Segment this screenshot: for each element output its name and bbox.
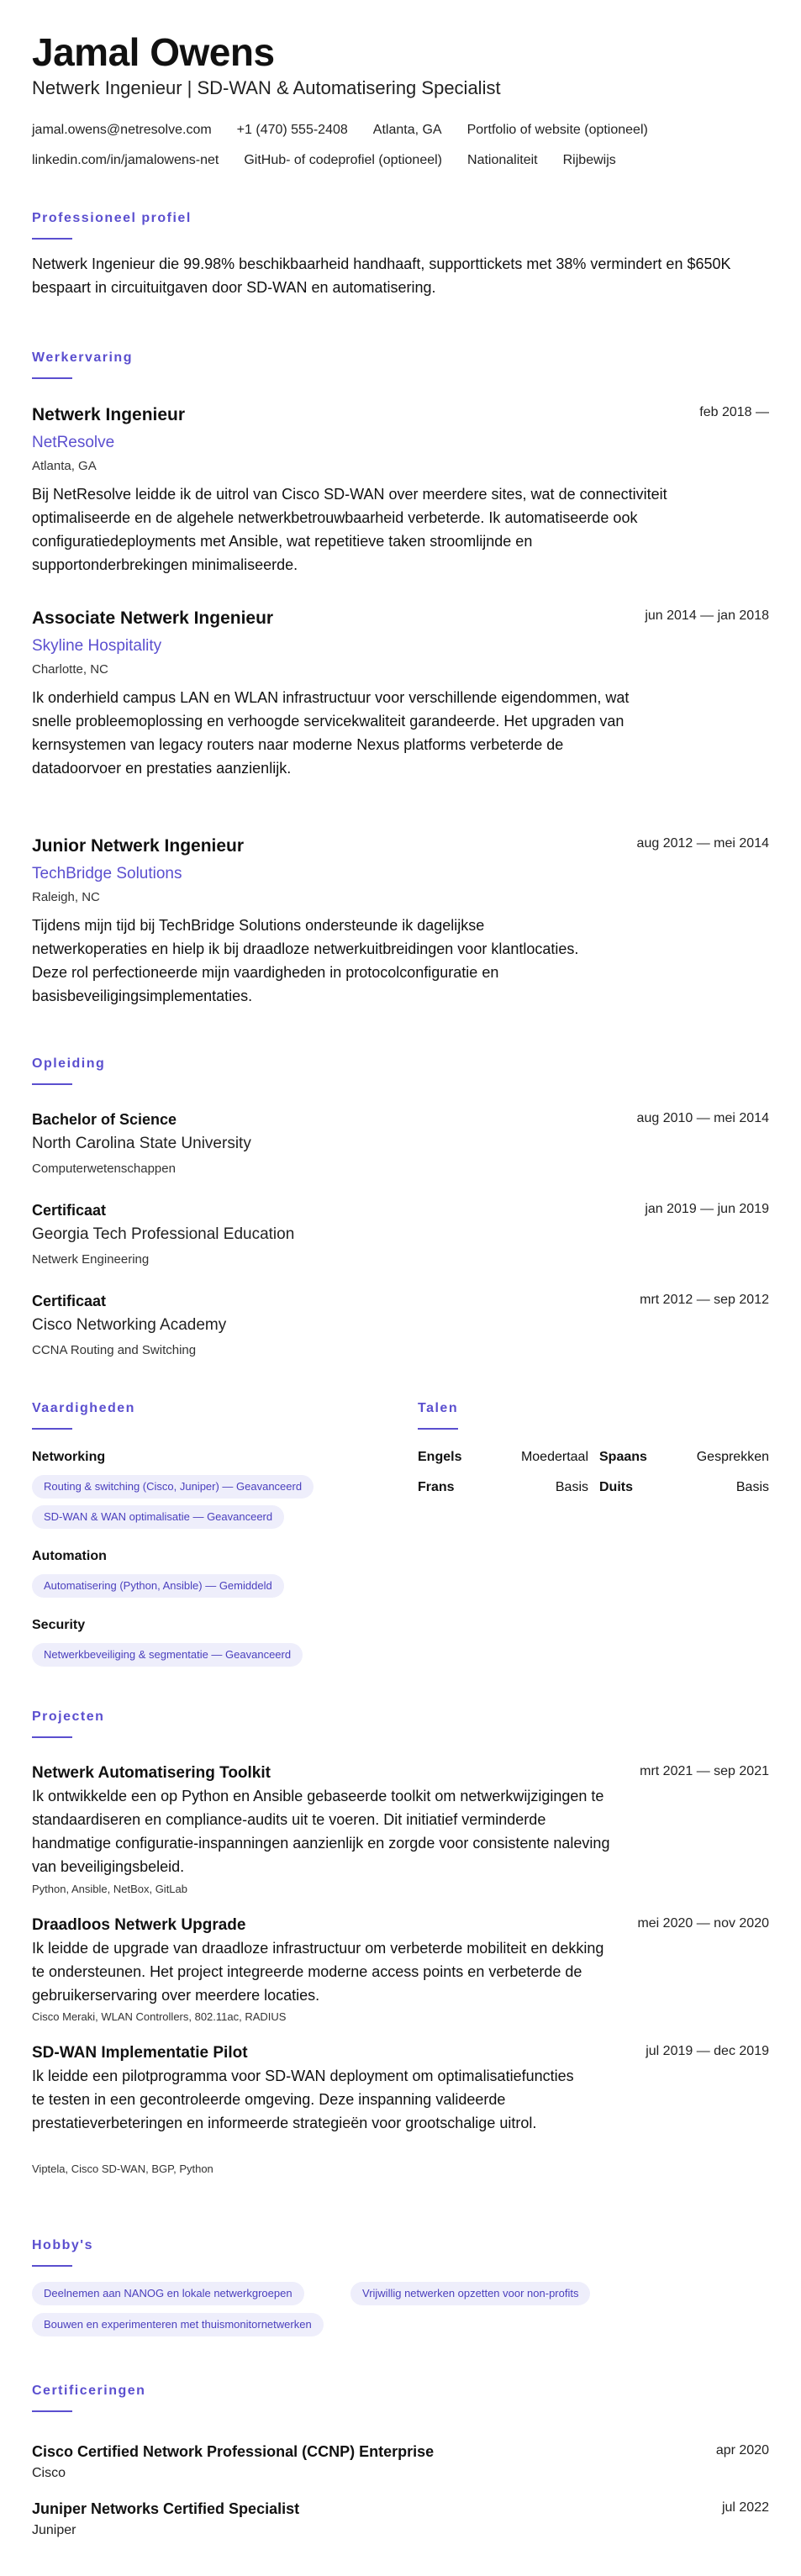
job-description: Ik onderhield campus LAN en WLAN infrastructuur voor verschillende eigendommen, wat snelle probleemoplossing en verhoogde servicekwaliteit garandeerde. Het upgraden van kernsystemen van legacy routers naar moderne Nexus platforms verbeterde de datadoorvoer en prestaties aanzienlijk. xyxy=(32,689,630,777)
skill-category: Security xyxy=(32,1618,86,1632)
job-company: Skyline Hospitality xyxy=(32,637,162,655)
contact-phone[interactable]: +1 (470) 555-2408 xyxy=(236,123,348,137)
project-tech-stack: Cisco Meraki, WLAN Controllers, 802.11ac, RADIUS xyxy=(32,2010,287,2023)
job-location: Atlanta, GA xyxy=(32,459,97,473)
education-field: Netwerk Engineering xyxy=(32,1252,150,1267)
certification-title: Juniper Networks Certified Specialist xyxy=(32,2500,300,2517)
section-title-profile: Professioneel profiel xyxy=(32,211,192,225)
job-dates: jun 2014 — jan 2018 xyxy=(645,608,769,623)
project-dates: mrt 2021 — sep 2021 xyxy=(640,1764,769,1778)
job-title: Netwerk Ingenieur xyxy=(32,405,186,424)
contact-row-secondary xyxy=(32,151,641,170)
section-divider xyxy=(418,1428,458,1430)
certification-issuer: Cisco xyxy=(32,2466,66,2480)
job-company: TechBridge Solutions xyxy=(32,865,182,882)
project-dates: mei 2020 — nov 2020 xyxy=(637,1916,769,1931)
language-level: Gesprekken xyxy=(696,1450,769,1464)
certification-date: jul 2022 xyxy=(721,2500,769,2515)
education-degree: Bachelor of Science xyxy=(32,1111,177,1128)
contact-location: Atlanta, GA xyxy=(372,123,442,137)
candidate-headline: Netwerk Ingenieur | SD-WAN & Automatisering Specialist xyxy=(32,77,501,98)
education-school: Georgia Tech Professional Education xyxy=(32,1225,295,1243)
education-school: Cisco Networking Academy xyxy=(32,1316,227,1334)
project-dates: jul 2019 — dec 2019 xyxy=(646,2044,769,2058)
profile-summary: Netwerk Ingenieur die 99.98% beschikbaarheid handhaaft, supporttickets met 38% vermindert en $650K bespaart in circuituitgaven door SD-WAN en automatisering. xyxy=(32,255,731,296)
project-description: Ik leidde een pilotprogramma voor SD-WAN deployment om optimalisatiefuncties te testen in een gecontroleerde omgeving. Deze inspanning valideerde prestatieverbeteringen en informeerde strategieën voor grootschalige uitrol. xyxy=(32,2068,574,2131)
education-degree: Certificaat xyxy=(32,1202,107,1219)
job-description: Tijdens mijn tijd bij TechBridge Solutions ondersteunde ik dagelijkse netwerkoperaties en hielp ik bij draadloze netwerkuitbreidingen voor klantlocaties. Deze rol perfectioneerde mijn vaardigheden in protocolconfiguratie en basisbeveiligingsimplementaties. xyxy=(32,917,579,1004)
skill-pill: Routing & switching (Cisco, Juniper) — Geavanceerd xyxy=(32,1475,314,1499)
job-description: Bij NetResolve leidde ik de uitrol van Cisco SD-WAN over meerdere sites, wat de connectiviteit optimaliseerde en de algehele netwerkbetrouwbaarheid verbeterde. Ik automatiseerde ook configuratiedeployments met Ansible, wat repetitieve taken stroomlijnde en supportonderbrekingen minimaliseerde. xyxy=(32,486,667,573)
skill-category: Networking xyxy=(32,1450,106,1464)
education-school: North Carolina State University xyxy=(32,1135,251,1152)
job-title: Junior Netwerk Ingenieur xyxy=(32,836,245,856)
section-divider xyxy=(32,1428,72,1430)
project-tech-stack: Viptela, Cisco SD-WAN, BGP, Python xyxy=(32,2162,213,2175)
education-dates: jan 2019 — jun 2019 xyxy=(645,1202,769,1216)
contact-linkedin[interactable]: linkedin.com/in/jamalowens-net xyxy=(32,153,219,167)
certification-title: Cisco Certified Network Professional (CCNP) Enterprise xyxy=(32,2443,435,2460)
section-divider xyxy=(32,238,72,240)
section-title-education: Opleiding xyxy=(32,1056,106,1071)
education-field: CCNA Routing and Switching xyxy=(32,1343,197,1357)
project-title: Netwerk Automatisering Toolkit xyxy=(32,1764,271,1782)
section-title-hobbies: Hobby's xyxy=(32,2238,93,2252)
section-title-skills: Vaardigheden xyxy=(32,1401,135,1415)
job-company: NetResolve xyxy=(32,434,115,451)
education-degree: Certificaat xyxy=(32,1293,107,1309)
education-dates: mrt 2012 — sep 2012 xyxy=(640,1293,769,1307)
job-dates: feb 2018 — xyxy=(699,405,769,419)
job-location: Raleigh, NC xyxy=(32,890,100,904)
job-title: Associate Netwerk Ingenieur xyxy=(32,608,274,628)
section-divider xyxy=(32,2410,72,2412)
candidate-name: Jamal Owens xyxy=(32,30,275,74)
hobby-pill: Bouwen en experimenteren met thuismonitornetwerken xyxy=(32,2313,324,2336)
skill-pill: SD-WAN & WAN optimalisatie — Geavanceerd xyxy=(32,1505,284,1529)
language-level: Basis xyxy=(735,1480,769,1494)
section-divider xyxy=(32,1083,72,1085)
contact-drivers-license: Rijbewijs xyxy=(562,153,616,167)
language-name: Engels xyxy=(418,1450,462,1464)
section-divider xyxy=(32,377,72,379)
section-title-certifications: Certificeringen xyxy=(32,2384,146,2398)
skill-pill: Automatisering (Python, Ansible) — Gemiddeld xyxy=(32,1574,284,1598)
job-dates: aug 2012 — mei 2014 xyxy=(636,836,769,851)
contact-row-primary xyxy=(32,121,673,140)
contact-email[interactable]: jamal.owens@netresolve.com xyxy=(32,123,212,137)
language-name: Duits xyxy=(599,1480,633,1494)
language-level: Basis xyxy=(555,1480,588,1494)
hobby-pill: Vrijwillig netwerken opzetten voor non-profits xyxy=(350,2282,590,2305)
project-tech-stack: Python, Ansible, NetBox, GitLab xyxy=(32,1883,187,1895)
section-title-languages: Talen xyxy=(418,1401,459,1415)
language-name: Spaans xyxy=(599,1450,647,1464)
certification-date: apr 2020 xyxy=(715,2443,769,2457)
section-title-projects: Projecten xyxy=(32,1709,105,1724)
language-name: Frans xyxy=(418,1480,455,1494)
contact-nationality: Nationaliteit xyxy=(467,153,538,167)
contact-github[interactable]: GitHub- of codeprofiel (optioneel) xyxy=(244,153,443,167)
hobby-pill: Deelnemen aan NANOG en lokale netwerkgroepen xyxy=(32,2282,304,2305)
section-title-experience: Werkervaring xyxy=(32,350,133,365)
education-dates: aug 2010 — mei 2014 xyxy=(636,1111,769,1125)
language-level: Moedertaal xyxy=(520,1450,588,1464)
project-title: SD-WAN Implementatie Pilot xyxy=(32,2044,248,2062)
job-location: Charlotte, NC xyxy=(32,662,108,677)
education-field: Computerwetenschappen xyxy=(32,1162,176,1176)
section-divider xyxy=(32,2265,72,2267)
contact-portfolio[interactable]: Portfolio of website (optioneel) xyxy=(466,123,648,137)
project-description: Ik ontwikkelde een op Python en Ansible gebaseerde toolkit om netwerkwijzigingen te standaardiseren en compliance-audits uit te voeren. Dit initiatief verminderde handmatige configuratie-inspanningen aanzienlijk en zorgde voor consistente naleving van beveiligingsbeleid. xyxy=(32,1788,610,1875)
project-description: Ik leidde de upgrade van draadloze infrastructuur om verbeterde mobiliteit en dekking te ondersteunen. Het project integreerde moderne access points en verbeterde de gebruikerservaring over meerdere locaties. xyxy=(32,1940,604,2004)
section-divider xyxy=(32,1736,72,1738)
certification-issuer: Juniper xyxy=(32,2523,76,2537)
project-title: Draadloos Netwerk Upgrade xyxy=(32,1916,246,1934)
skill-category: Automation xyxy=(32,1549,107,1563)
skill-pill: Netwerkbeveiliging & segmentatie — Geavanceerd xyxy=(32,1643,303,1667)
